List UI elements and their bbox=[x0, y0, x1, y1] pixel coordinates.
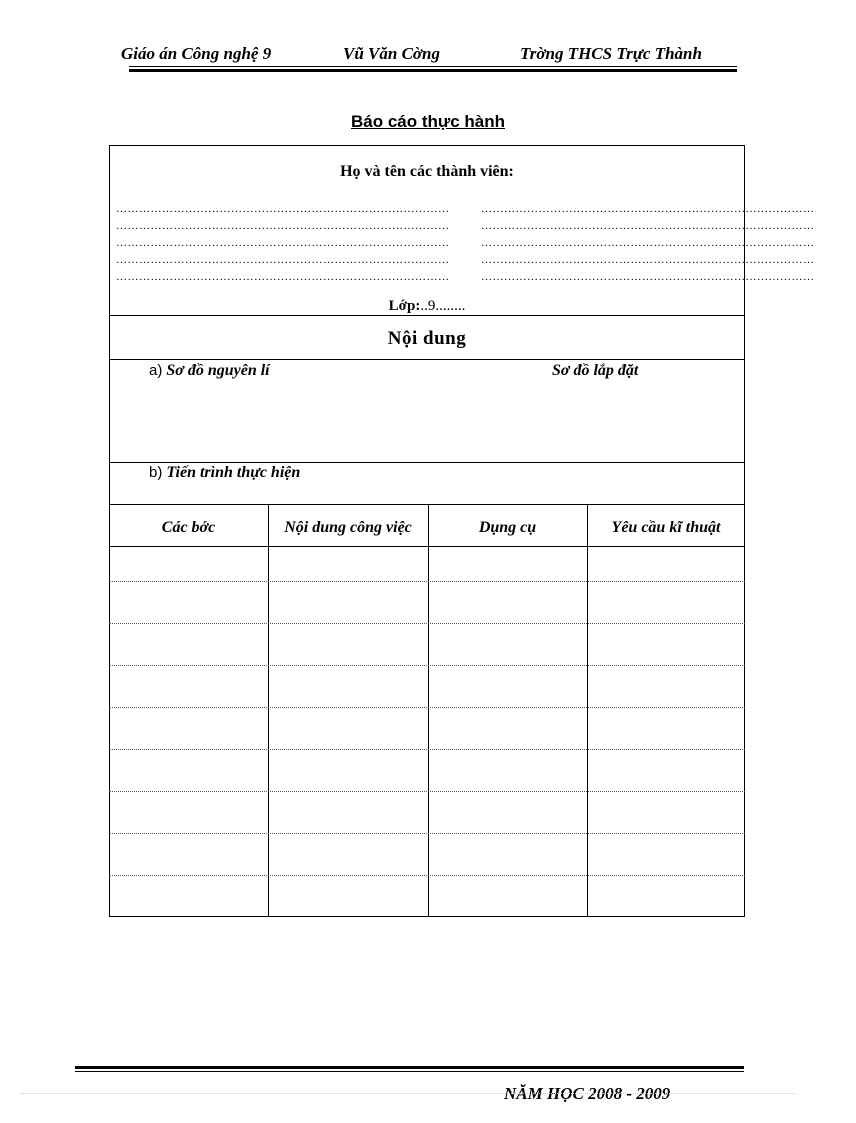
member-line[interactable]: …………………………………………………………………………… bbox=[481, 220, 815, 232]
table-column-divider bbox=[268, 504, 269, 917]
table-column-divider bbox=[428, 504, 429, 917]
member-line[interactable]: …………………………………………………………………………… bbox=[116, 254, 450, 266]
table-header-work-content: Nội dung công việc bbox=[284, 518, 412, 536]
header-rule-thick bbox=[129, 69, 737, 72]
table-row[interactable] bbox=[109, 581, 745, 582]
section-b bbox=[149, 464, 300, 482]
divider-content bbox=[109, 359, 745, 360]
table-row[interactable] bbox=[109, 875, 745, 876]
table-row[interactable] bbox=[109, 833, 745, 834]
members-label: Họ và tên các thành viên: bbox=[340, 163, 514, 180]
page-bottom-edge bbox=[20, 1093, 796, 1094]
section-a-left-label: Sơ đồ nguyên lí bbox=[166, 362, 270, 379]
members-left-column bbox=[116, 201, 450, 286]
section-a-right bbox=[552, 362, 638, 380]
table-row[interactable] bbox=[109, 665, 745, 666]
table-row[interactable] bbox=[109, 623, 745, 624]
content-heading: Nội dung bbox=[387, 328, 467, 349]
member-line[interactable]: …………………………………………………………………………… bbox=[116, 220, 450, 232]
footer-rule-thick bbox=[75, 1066, 744, 1069]
member-line[interactable]: …………………………………………………………………………… bbox=[481, 203, 815, 215]
table-header-steps: Các bớc bbox=[161, 518, 216, 536]
member-line[interactable]: …………………………………………………………………………… bbox=[481, 237, 815, 249]
table-top-border bbox=[109, 504, 745, 505]
members-right-column bbox=[481, 201, 815, 286]
section-b-marker: b) bbox=[149, 464, 163, 481]
footer-rule-thin bbox=[75, 1071, 744, 1072]
member-line[interactable]: …………………………………………………………………………… bbox=[481, 254, 815, 266]
divider-section-a bbox=[109, 462, 745, 463]
table-header-tools: Dụng cụ bbox=[478, 518, 537, 536]
footer-year: NĂM HỌC 2008 - 2009 bbox=[504, 1084, 671, 1103]
footer-year-wrap bbox=[0, 1084, 816, 1103]
member-line[interactable]: …………………………………………………………………………… bbox=[116, 203, 450, 215]
section-a-right-label: Sơ đồ lắp đặt bbox=[552, 362, 639, 379]
table-row[interactable] bbox=[109, 707, 745, 708]
header-rule-thin bbox=[129, 66, 737, 67]
class-label: Lớp: bbox=[388, 298, 421, 314]
table-header-border bbox=[109, 546, 745, 547]
table-header-requirements: Yêu cầu kĩ thuật bbox=[611, 518, 721, 536]
header-school: Trờng THCS Trực Thành bbox=[520, 44, 702, 63]
table-row[interactable] bbox=[109, 749, 745, 750]
divider-members bbox=[109, 315, 745, 316]
member-line[interactable]: …………………………………………………………………………… bbox=[116, 237, 450, 249]
section-a bbox=[149, 362, 270, 380]
table-column-divider bbox=[587, 504, 588, 917]
report-title: Báo cáo thực hành bbox=[351, 112, 505, 131]
header-subject: Giáo án Công nghệ 9 bbox=[121, 44, 272, 63]
section-b-label: Tiến trình thực hiện bbox=[166, 464, 301, 481]
class-value[interactable]: ..9........ bbox=[420, 298, 466, 314]
member-line[interactable]: …………………………………………………………………………… bbox=[481, 271, 815, 283]
section-a-marker: a) bbox=[149, 362, 163, 379]
class-line bbox=[109, 298, 745, 315]
table-row[interactable] bbox=[109, 791, 745, 792]
header-teacher: Vũ Văn Cờng bbox=[343, 44, 441, 63]
member-line[interactable]: …………………………………………………………………………… bbox=[116, 271, 450, 283]
